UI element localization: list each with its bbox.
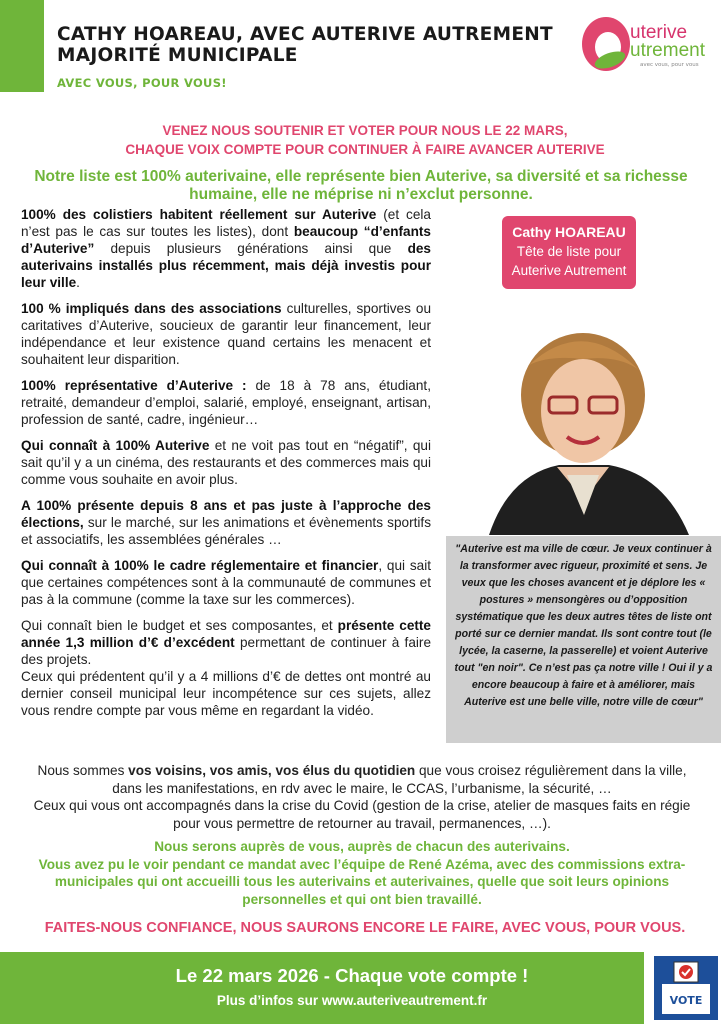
intro-statement: Notre liste est 100% auterivaine, elle représente bien Auterive, sa diversité et sa richesse humaine, elle ne méprise ni n’exclut personne. xyxy=(34,168,688,203)
page-title xyxy=(57,24,597,66)
p1-bold-1: 100% des colistiers habitent réellement sur Auterive xyxy=(21,207,377,222)
logo-tagline: avec vous, pour vous xyxy=(640,62,699,68)
candidate-badge xyxy=(502,216,636,289)
p1-text-2: depuis plusieurs générations ainsi que xyxy=(94,241,408,256)
commitment-line-2: Vous avez pu le voir pendant ce mandat avec l’équipe de René Azéma, avec des commissions extra-municipales qui ont accueilli tous les auterivains et auterivaines, quelle que soit leurs opinions personnelles et qui ont bien travaillé. xyxy=(38,856,686,907)
paragraph-regulations xyxy=(21,557,431,608)
header-accent-bar xyxy=(0,0,44,92)
neighbors-line-1 xyxy=(24,762,700,797)
paragraph-present xyxy=(21,497,431,548)
p1-text-3: . xyxy=(76,275,80,290)
p5-text: sur le marché, sur les animations et évènements sportifs et associatifs, les assemblées générales … xyxy=(21,515,431,547)
p4-text: et ne voit pas tout en “négatif”, qui sait qu’il y a un cinéma, des restaurants et des commerces mais qui comme vous souhaite en avoir plus. xyxy=(21,438,431,487)
paragraph-colistiers xyxy=(21,206,431,291)
neighbors-bold: vos voisins, vos amis, vos élus du quotidien xyxy=(128,763,416,778)
p6-bold: Qui connaît à 100% le cadre réglementaire et financier xyxy=(21,558,379,573)
candidate-photo xyxy=(449,325,720,535)
neighbors-text-1: Nous sommes xyxy=(37,763,129,778)
ballot-box-icon xyxy=(652,956,720,1020)
p1-bold-3: des auterivains installés plus récemment, mais déjà investis pour leur ville xyxy=(21,241,431,290)
main-headline xyxy=(40,121,690,159)
p2-bold: 100 % impliqués dans des associations xyxy=(21,301,282,316)
candidate-role-line-1: Tête de liste pour xyxy=(516,244,622,259)
p4-bold: Qui connaît à 100% Auterive xyxy=(21,438,210,453)
commitment-statement xyxy=(24,838,700,908)
paragraph-knows-auterive xyxy=(21,437,431,488)
neighbors-text-2: que vous croisez régulièrement dans la ville, dans les manifestations, en rdv avec le maire, le CCAS, l’urbanisme, la sécurité, … xyxy=(112,763,687,796)
logo-line-2: utrement xyxy=(630,40,705,61)
logo-wordmark xyxy=(630,24,705,60)
neighbors-statement xyxy=(24,762,700,832)
vote-label: VOTE xyxy=(669,994,703,1007)
footer-date: Le 22 mars 2026 - Chaque vote compte ! xyxy=(175,965,529,986)
logo-line-1: uterive xyxy=(630,22,688,43)
title-line-2: MAJORITÉ MUNICIPALE xyxy=(57,45,298,66)
p5-bold: A 100% présente depuis 8 ans et pas juste à l’approche des élections, xyxy=(21,498,431,530)
headline-line-2: CHAQUE VOIX COMPTE POUR CONTINUER À FAIRE AVANCER AUTERIVE xyxy=(125,142,605,157)
footer-banner xyxy=(0,952,644,1024)
candidate-quote: "Auterive est ma ville de cœur. Je veux continuer à la transformer avec rigueur, proximité et sens. Je veux que les choses avancent et je déplore les « postures » mensongères ou d’opposition systématique que les deux autres têtes de liste ont porté sur ce dernier mandat. Ils sont contre tout (le lycée, la caserne, la passerelle) et voient Auterive tout "en noir". Ce n’est pas ça notre ville ! Oui il y a encore beaucoup à faire et à améliorer, mais Auterive est une belle ville, notre ville de cœur" xyxy=(446,536,721,743)
footer-website[interactable]: Plus d’infos sur www.auteriveautrement.fr xyxy=(216,993,488,1008)
title-line-1: CATHY HOAREAU, AVEC AUTERIVE AUTREMENT xyxy=(57,24,553,45)
paragraph-associations xyxy=(21,300,431,368)
commitment-line-1: Nous serons auprès de vous, auprès de chacun des auterivains. xyxy=(154,839,570,854)
header-subtitle: AVEC VOUS, POUR VOUS! xyxy=(57,76,227,90)
p7-text-2: permettant de continuer à faire des projets. xyxy=(21,635,432,667)
headline-line-1: VENEZ NOUS SOUTENIR ET VOTER POUR NOUS LE 22 MARS, xyxy=(162,123,568,138)
p1-bold-2: beaucoup “d’enfants d’Auterive” xyxy=(21,224,431,256)
neighbors-covid: Ceux qui vous ont accompagnés dans la crise du Covid (gestion de la crise, atelier de masques faits en régie pour vous permettre de retourner au travail, permanences, …). xyxy=(33,798,691,831)
p1-text-1: (et cela n’est pas le cas sur toutes les listes), dont xyxy=(21,207,431,239)
closing-slogan: FAITES-NOUS CONFIANCE, NOUS SAURONS ENCORE LE FAIRE, AVEC VOUS, POUR VOUS. xyxy=(44,920,686,936)
p3-text: de 18 à 78 ans, étudiant, retraité, demandeur d’emploi, salarié, employé, enseignant, artisan, profession de santé, cadre, ingénieur… xyxy=(21,378,431,427)
arguments-column xyxy=(21,206,431,728)
p6-text: , qui sait que certaines compétences sont à la communauté de communes et pas à la commune (comme la taxe sur les commerces). xyxy=(21,558,432,607)
p2-text: culturelles, sportives ou caritatives d’Auterive, soucieux de garantir leur financement, leur indépendance et leur existence quand certains les menacent et souhaitent leur disparition. xyxy=(21,301,432,367)
p7-bold: présente cette année 1,3 million d’€ d’excédent xyxy=(21,618,431,650)
candidate-name: Cathy HOAREAU xyxy=(512,224,626,240)
p7-text-1: Qui connaît bien le budget et ses composantes, et xyxy=(21,618,338,633)
p3-bold: 100% représentative d’Auterive : xyxy=(21,378,247,393)
paragraph-budget xyxy=(21,617,431,668)
paragraph-representative xyxy=(21,377,431,428)
paragraph-debt: Ceux qui prédentent qu’il y a 4 millions d’€ de dettes ont montré au dernier conseil municipal leur incompétence sur ces sujets, allez vous rendre compte par vous même en regardant la vidéo. xyxy=(21,669,431,718)
candidate-role-line-2: Auterive Autrement xyxy=(511,263,627,278)
